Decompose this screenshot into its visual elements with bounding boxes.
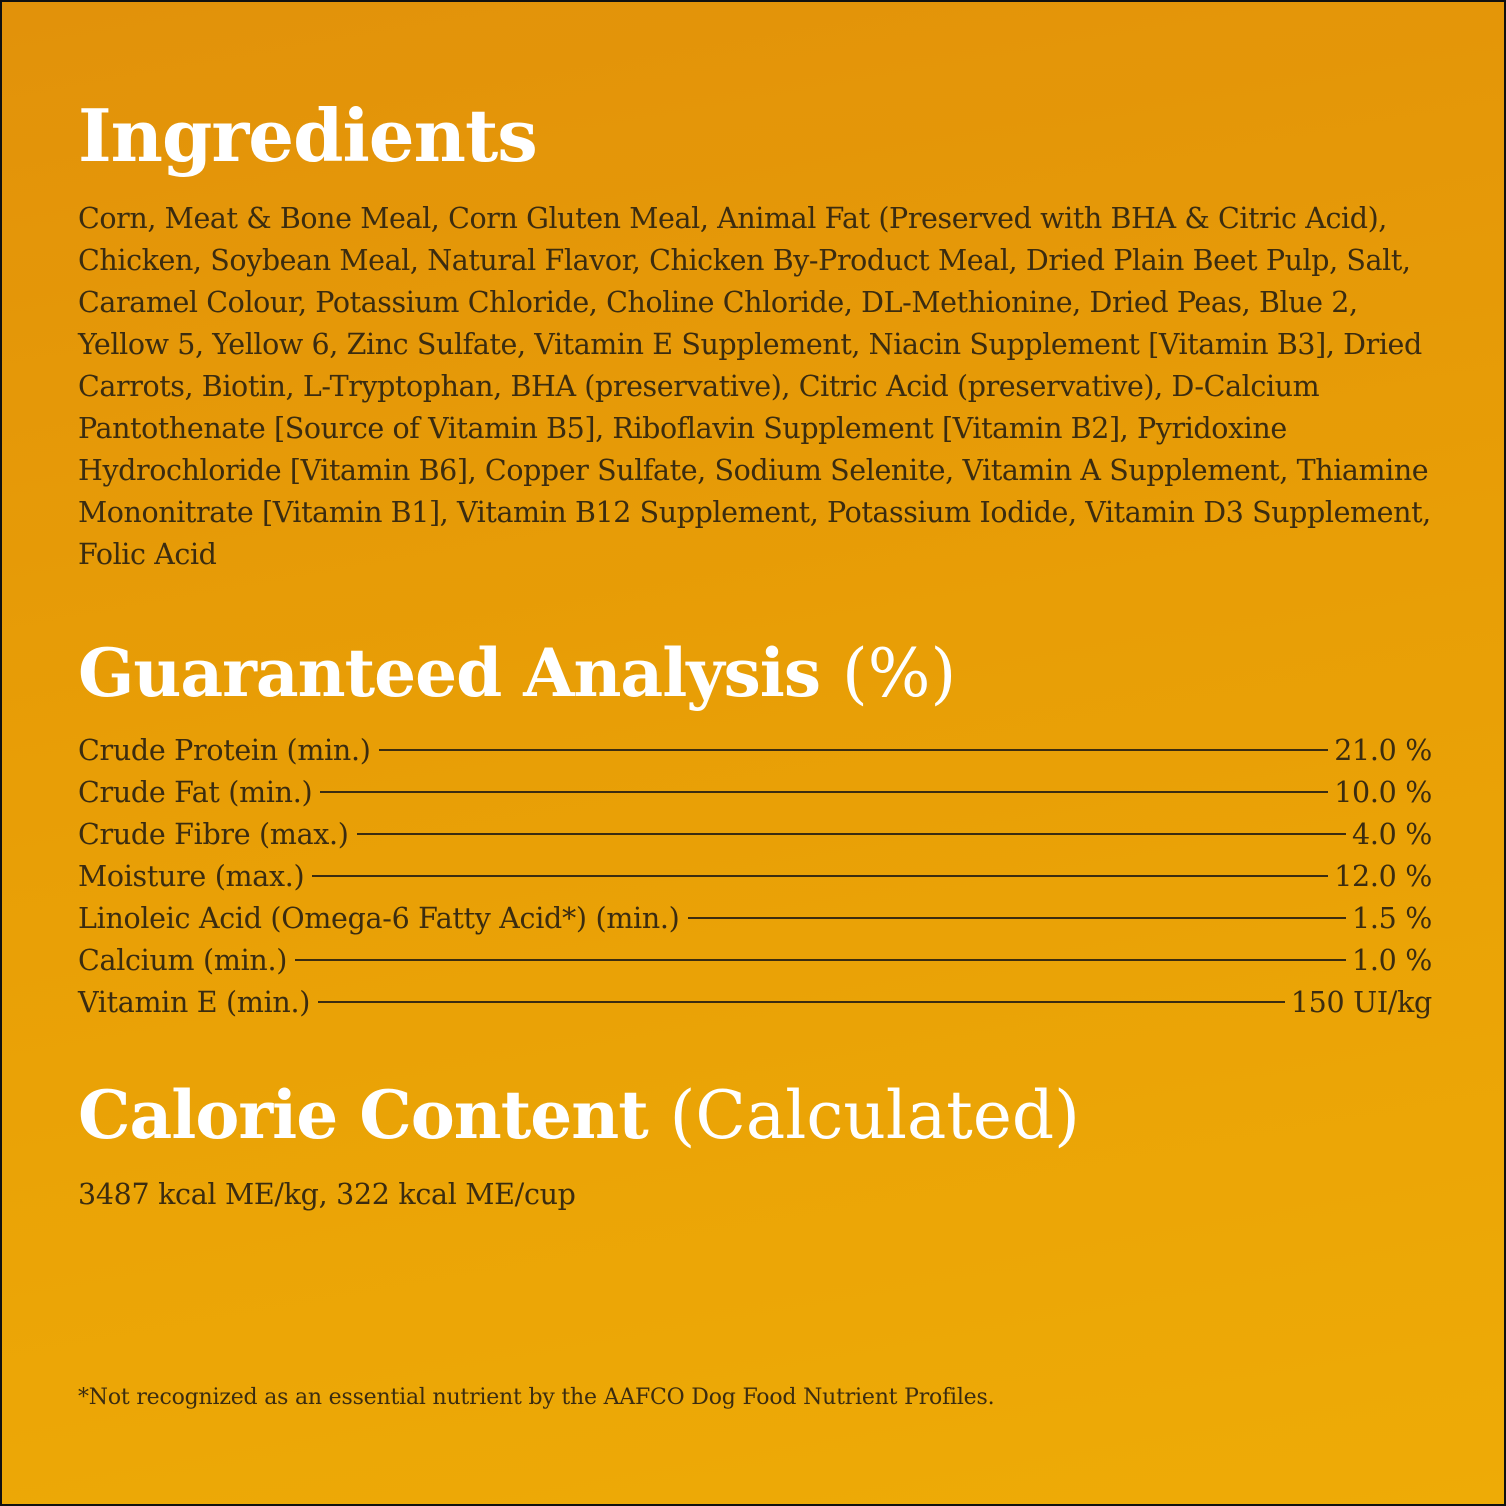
analysis-label: Calcium (min.) xyxy=(78,944,288,977)
guaranteed-analysis-title: Guaranteed Analysis xyxy=(78,634,820,712)
dotted-leader xyxy=(357,833,1346,835)
calorie-content-value: 3487 kcal ME/kg, 322 kcal ME/cup xyxy=(78,1178,576,1211)
dotted-leader xyxy=(688,917,1347,919)
analysis-row xyxy=(78,730,1432,772)
calorie-content-title: Calorie Content xyxy=(78,1076,648,1154)
analysis-label: Vitamin E (min.) xyxy=(78,986,311,1019)
guaranteed-analysis-unit: (%) xyxy=(841,635,957,712)
dotted-leader xyxy=(379,749,1329,751)
analysis-row xyxy=(78,856,1432,898)
ingredients-heading xyxy=(78,93,537,178)
analysis-table xyxy=(78,730,1432,1024)
analysis-label: Moisture (max.) xyxy=(78,860,305,893)
analysis-row xyxy=(78,940,1432,982)
analysis-value: 1.0 % xyxy=(1352,944,1432,977)
dotted-leader xyxy=(295,959,1346,961)
analysis-row xyxy=(78,898,1432,940)
analysis-value: 150 UI/kg xyxy=(1290,986,1432,1019)
analysis-value: 21.0 % xyxy=(1334,734,1432,767)
analysis-row xyxy=(78,814,1432,856)
guaranteed-analysis-heading xyxy=(78,634,957,712)
analysis-label: Crude Fat (min.) xyxy=(78,776,313,809)
analysis-label: Linoleic Acid (Omega-6 Fatty Acid*) (min.) xyxy=(78,902,680,935)
analysis-row xyxy=(78,772,1432,814)
dotted-leader xyxy=(318,1001,1285,1003)
nutrition-panel xyxy=(2,2,1504,1504)
ingredients-title: Ingredients xyxy=(78,93,537,178)
dotted-leader xyxy=(312,875,1328,877)
analysis-label: Crude Protein (min.) xyxy=(78,734,371,767)
dotted-leader xyxy=(320,791,1328,793)
analysis-value: 1.5 % xyxy=(1352,902,1432,935)
calorie-content-heading xyxy=(78,1076,1080,1154)
ingredients-list: Corn, Meat & Bone Meal, Corn Gluten Meal, Animal Fat (Preserved with BHA & Citric Acid), Chicken, Soybean Meal, Natural Flavor, Chicken By-Product Meal, Dried Plain Beet Pulp, Salt, Caramel Colour, Potassium Chloride, Choline Chloride, DL-Methionine, Dried Peas, Blue 2, Yellow 5, Yellow 6, Zinc Sulfate, Vitamin E Supplement, Niacin Supplement [Vitamin B3], Dried Carrots, Biotin, L-Tryptophan, BHA (preservative), Citric Acid (preservative), D-Calcium Pantothenate [Source of Vitamin B5], Riboflavin Supplement [Vitamin B2], Pyridoxine Hydrochloride [Vitamin B6], Copper Sulfate, Sodium Selenite, Vitamin A Supplement, Thiamine Mononitrate [Vitamin B1], Vitamin B12 Supplement, Potassium Iodide, Vitamin D3 Supplement, Folic Acid xyxy=(78,202,1431,571)
analysis-row xyxy=(78,982,1432,1024)
analysis-value: 4.0 % xyxy=(1352,818,1432,851)
footnote: *Not recognized as an essential nutrient by the AAFCO Dog Food Nutrient Profiles. xyxy=(78,1385,995,1410)
analysis-value: 12.0 % xyxy=(1334,860,1432,893)
analysis-value: 10.0 % xyxy=(1334,776,1432,809)
analysis-label: Crude Fibre (max.) xyxy=(78,818,349,851)
calorie-content-qualifier: (Calculated) xyxy=(669,1077,1080,1154)
